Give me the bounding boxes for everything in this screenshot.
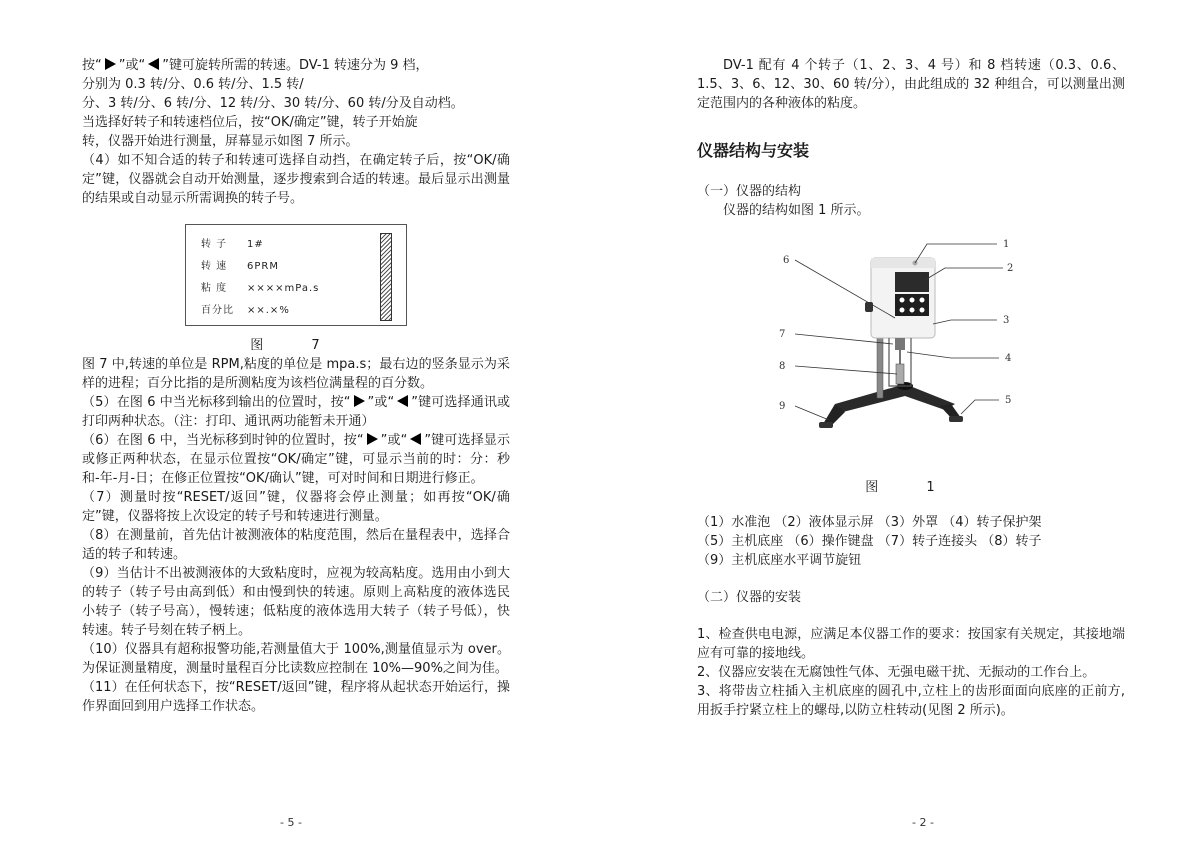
section-heading: 仪器结构与安装 [697, 141, 810, 160]
text: 转，仪器开始进行测量，屏幕显示如图 7 所示。 [82, 134, 359, 149]
item-11: （11）在任何状态下，按“RESET/返回”键，程序将从起状态开始运行，操作界面回到用户选择工作状态。 [82, 680, 510, 714]
display-screen [895, 272, 929, 292]
item-6 [82, 431, 510, 488]
label-6: 6 [783, 255, 790, 266]
lcd-label: 转 子 [201, 239, 228, 250]
item-7: （7）测量时按“RESET/返回”键，仪器将会停止测量；如再按“OK/确定”键，仪器将按上次设定的转子号和转速进行测量。 [82, 490, 510, 524]
label-9: 9 [779, 401, 786, 412]
lcd-value: ××××mPa.s [247, 283, 320, 294]
subsection-installation: （二）仪器的安装 [697, 590, 802, 605]
figure-1-caption: 图 1 [865, 480, 957, 495]
text: ”或“ [367, 395, 395, 410]
lcd-value: 1# [247, 239, 264, 250]
text: ”或“ [380, 433, 408, 448]
label-2: 2 [1007, 263, 1014, 274]
text: 分、3 转/分、6 转/分、12 转/分、30 转/分、60 转/分及自动档。 [82, 96, 464, 111]
lcd-label: 粘 度 [201, 283, 228, 294]
figure-7-caption: 图 7 [250, 338, 342, 353]
base-shape [835, 384, 955, 412]
label-7: 7 [779, 329, 786, 340]
leader-9 [795, 406, 829, 420]
triangle-left-icon [397, 395, 408, 407]
triangle-left-icon [148, 58, 159, 70]
text: ”键可旋转所需的转速。DV-1 转速分为 9 档， [162, 58, 429, 73]
figure-1-instrument [765, 234, 1065, 474]
text: 分别为 0.3 转/分、0.6 转/分、1.5 转/ [82, 77, 304, 92]
right-intro: DV-1 配有 4 个转子（1、2、3、4 号）和 8 档转速（0.3、0.6、1.5、3、6、12、30、60 转/分），由此组成的 32 种组合，可以测量出测定范围内的各种液体的粘度。 [697, 58, 1125, 111]
leader-3 [933, 320, 997, 324]
text: 按“ [82, 58, 102, 73]
legend-line: （1）水准泡 （2）液体显示屏 （3）外罩 （4）转子保护架 [697, 515, 1042, 530]
figure-7-lcd [185, 224, 407, 326]
housing-top [871, 258, 935, 268]
rotor-connector [895, 338, 905, 350]
text: ”或“ [118, 58, 146, 73]
key [920, 298, 925, 303]
install-step-3: 3、将带齿立柱插入主机底座的圆孔中,立柱上的齿形面面向底座的正前方,用扳手拧紧立柱上的螺母,以防立柱转动(见图 2 所示)。 [697, 684, 1125, 718]
item-5 [82, 393, 510, 431]
viscometer-illustration [765, 234, 1065, 474]
label-4: 4 [1005, 353, 1012, 364]
subsection-structure: （一）仪器的结构 [697, 184, 802, 199]
item-4: （4）如不知合适的转子和转速可选择自动挡，在确定转子后，按“OK/确定”键，仪器就会自动开始测量，逐步搜索到合适的转速。最后显示出测量的结果或自动显示所需调换的转子号。 [82, 153, 510, 206]
figure-7-note: 图 7 中,转速的单位是 RPM,粘度的单位是 mpa.s；最右边的竖条显示为采样的进程；百分比指的是所测粘度为该档位满量程的百分数。 [82, 357, 510, 391]
intro-paragraph [82, 56, 510, 151]
text: ”键可选择通讯或打印两种状态。（注：打印、通讯两功能暂未开通） [82, 395, 510, 429]
foot-right [949, 416, 963, 422]
side-knob [865, 302, 873, 312]
triangle-right-icon [354, 395, 365, 407]
key [900, 308, 905, 313]
item-8: （8）在测量前，首先估计被测液体的粘度范围，然后在量程表中，选择合适的转子和转速。 [82, 528, 510, 562]
item-9: （9）当估计不出被测液体的大致粘度时，应视为较高粘度。选用由小到大的转子（转子号由高到低）和由慢到快的转速。原则上高粘度的液体选民小转子（转子号高），慢转速；低粘度的液体选用大转子（转子号低），快转速。转子号刻在转子柄上。 [82, 566, 510, 638]
left-page [82, 56, 510, 716]
figure-1-legend [697, 513, 1125, 570]
rotor [896, 364, 904, 384]
lcd-row-rotor [201, 235, 264, 254]
triangle-left-icon [410, 433, 421, 445]
leader-5 [961, 400, 999, 414]
text: ”键可选择显示或修正两种状态，在显示位置按“OK/确定”键，可显示当前的时：分：秒和-年-月-日；在修正位置按“OK/确认”键，可对时间和日期进行修正。 [82, 433, 510, 486]
lcd-label: 转 速 [201, 261, 228, 272]
lcd-value: ××.×% [247, 305, 290, 316]
page-number-right: - 2 - [912, 816, 934, 829]
text: （6）在图 6 中，当光标移到时钟的位置时，按“ [82, 433, 364, 448]
label-1: 1 [1003, 239, 1010, 250]
sampling-progress-bar [380, 233, 392, 321]
label-8: 8 [779, 361, 786, 372]
key [900, 298, 905, 303]
legend-line: （9）主机底座水平调节旋钮 [697, 553, 862, 568]
lcd-value: 6PRM [247, 261, 279, 272]
keypad [895, 294, 929, 316]
key [920, 308, 925, 313]
legend-line: （5）主机底座 （6）操作键盘 （7）转子连接头 （8）转子 [697, 534, 1042, 549]
lcd-row-viscosity [201, 279, 319, 298]
leader-2 [925, 268, 1003, 280]
install-step-2: 2、仪器应安装在无腐蚀性气体、无强电磁干扰、无振动的工作台上。 [697, 665, 1096, 680]
key [910, 298, 915, 303]
install-step-1: 1、检查供电电源，应满足本仪器工作的要求：按国家有关规定，其接地端应有可靠的接地线。 [697, 627, 1125, 661]
right-page [697, 56, 1125, 720]
triangle-right-icon [367, 433, 378, 445]
triangle-right-icon [105, 58, 116, 70]
label-5: 5 [1005, 395, 1012, 406]
lcd-label: 百分比 [201, 305, 234, 316]
structure-text: 仪器的结构如图 1 所示。 [723, 203, 870, 218]
lcd-row-speed [201, 257, 279, 276]
text: 当选择好转子和转速档位后，按“OK/确定”键，转子开始旋 [82, 115, 418, 130]
item-10: （10）仪器具有超称报警功能,若测量值大于 100%,测量值显示为 over。为保证测量精度，测量时量程百分比读数应控制在 10%—90%之间为佳。 [82, 642, 510, 676]
foot-left [819, 422, 833, 428]
key [910, 308, 915, 313]
label-3: 3 [1003, 315, 1010, 326]
page-number-left: - 5 - [280, 816, 302, 829]
text: （5）在图 6 中当光标移到输出的位置时，按“ [82, 395, 351, 410]
leader-4 [907, 352, 999, 358]
lcd-row-percent [201, 301, 290, 320]
